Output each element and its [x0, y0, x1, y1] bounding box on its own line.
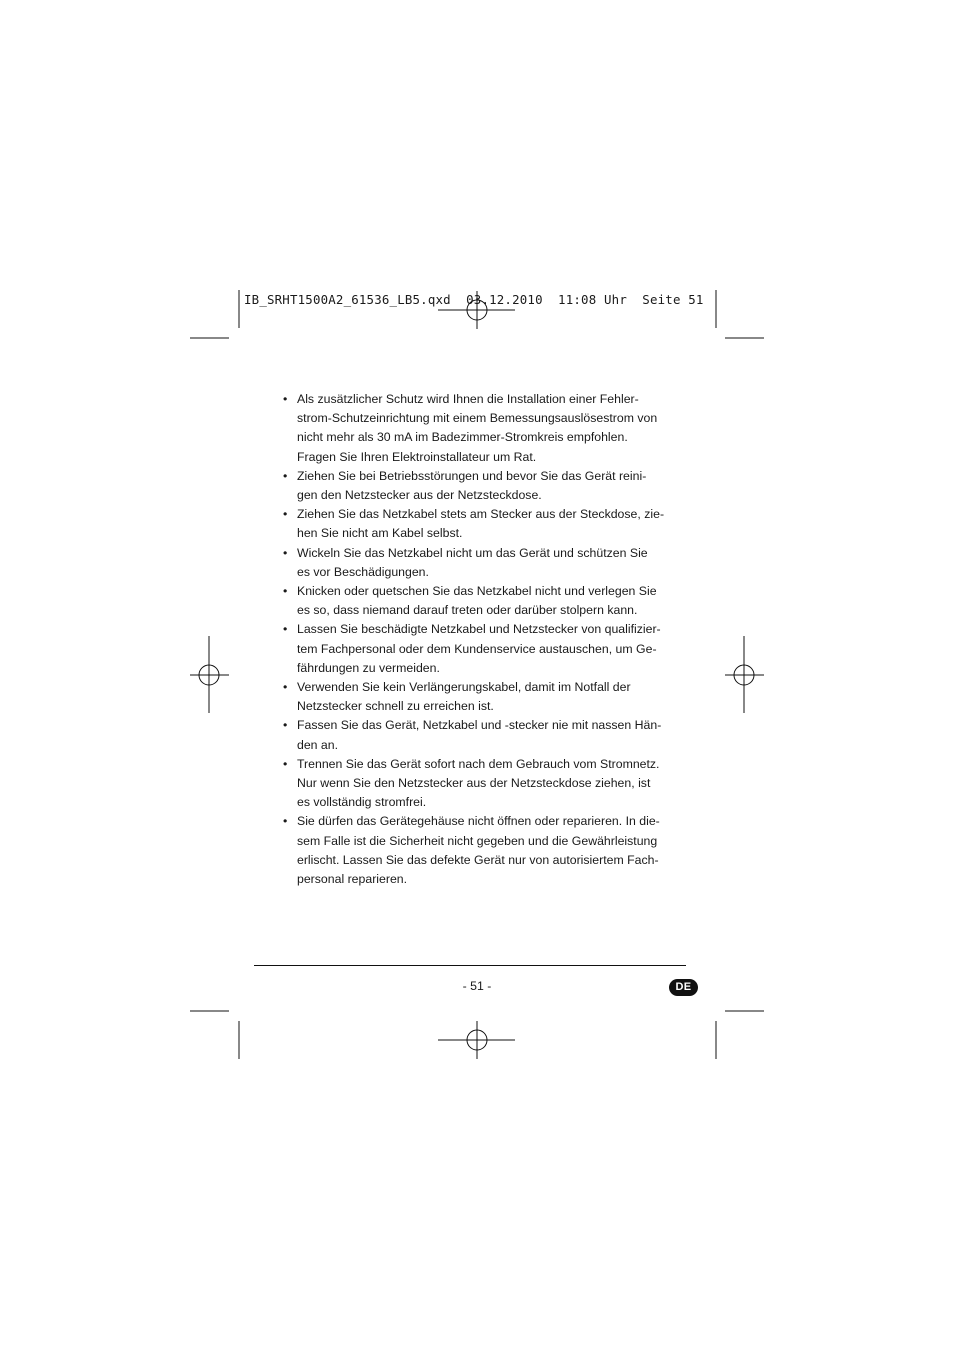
list-item-text-line: Ziehen Sie bei Betriebsstörungen und bevor Sie das Gerät reini-: [297, 468, 647, 483]
list-item-text-line: den an.: [297, 737, 339, 752]
list-item-text-line: Verwenden Sie kein Verlängerungskabel, damit im Notfall der: [297, 680, 631, 695]
safety-instructions: [283, 390, 675, 889]
list-item-text-line: es vollständig stromfrei.: [297, 795, 427, 810]
list-item-text-line: Als zusätzlicher Schutz wird Ihnen die Installation einer Fehler-: [297, 392, 639, 406]
list-item: [283, 716, 675, 754]
list-item-text-line: strom-Schutzeinrichtung mit einem Bemessungsauslösestrom von: [297, 411, 658, 426]
bullet-marker: •: [283, 584, 288, 599]
list-item: [283, 678, 675, 716]
registration-mark-top: [438, 291, 515, 329]
bullet-marker: •: [283, 718, 288, 733]
crop-mark-bottom-right: [716, 1011, 764, 1059]
bullet-marker: •: [283, 468, 288, 483]
list-item: [283, 582, 675, 620]
list-item-text-line: erlischt. Lassen Sie das defekte Gerät nur von autorisiertem Fach-: [297, 852, 659, 867]
registration-mark-bottom: [438, 1021, 515, 1059]
registration-mark-right: [725, 636, 764, 713]
list-item-text-line: personal reparieren.: [297, 872, 408, 887]
language-badge: DE: [669, 979, 698, 996]
list-item-text-line: Trennen Sie das Gerät sofort nach dem Gebrauch vom Stromnetz.: [297, 756, 660, 771]
list-item-text-line: Nur wenn Sie den Netzstecker aus der Netzsteckdose ziehen, ist: [297, 776, 651, 791]
registration-mark-left: [190, 636, 229, 713]
crop-mark-top-right: [716, 290, 764, 338]
list-item-text-line: tem Fachpersonal oder dem Kundenservice austauschen, um Ge-: [297, 641, 657, 656]
footer-rule: [254, 965, 686, 966]
list-item: [283, 505, 675, 543]
list-item-text-line: Wickeln Sie das Netzkabel nicht um das Gerät und schützen Sie: [297, 545, 648, 560]
bullet-marker: •: [283, 680, 288, 695]
bullet-marker: •: [283, 392, 288, 406]
list-item-text-line: es so, dass niemand darauf treten oder darüber stolpern kann.: [297, 603, 638, 618]
print-slug: IB_SRHT1500A2_61536_LB5.qxd 03.12.2010 11:08 Uhr Seite 51: [244, 292, 704, 307]
bullet-marker: •: [283, 545, 288, 560]
crop-mark-top-left: [190, 290, 239, 338]
crop-mark-bottom-left: [190, 1011, 239, 1059]
list-item-text-line: Lassen Sie beschädigte Netzkabel und Netzstecker von qualifizier-: [297, 622, 661, 637]
list-item: [283, 620, 675, 678]
list-item-text-line: gen den Netzstecker aus der Netzsteckdose.: [297, 488, 542, 503]
list-item-text-line: Fassen Sie das Gerät, Netzkabel und -stecker nie mit nassen Hän-: [297, 718, 662, 733]
bullet-marker: •: [283, 756, 288, 771]
list-item-text-line: es vor Beschädigungen.: [297, 564, 429, 579]
list-item-text-line: Netzstecker schnell zu erreichen ist.: [297, 699, 494, 714]
list-item-text-line: Knicken oder quetschen Sie das Netzkabel nicht und verlegen Sie: [297, 584, 657, 599]
list-item-text-line: nicht mehr als 30 mA im Badezimmer-Stromkreis empfohlen.: [297, 430, 628, 445]
bullet-marker: •: [283, 814, 288, 829]
list-item-text-line: Fragen Sie Ihren Elektroinstallateur um Rat.: [297, 449, 537, 464]
list-item-text-line: Ziehen Sie das Netzkabel stets am Stecker aus der Steckdose, zie-: [297, 507, 665, 522]
list-item: [283, 812, 675, 889]
bullet-marker: •: [283, 622, 288, 637]
page-number: - 51 -: [462, 979, 492, 993]
list-item-text-line: fährdungen zu vermeiden.: [297, 660, 440, 675]
list-item-text-line: hen Sie nicht am Kabel selbst.: [297, 526, 463, 541]
list-item: [283, 544, 675, 582]
safety-bullet-list: [283, 390, 675, 889]
list-item: [283, 467, 675, 505]
list-item: [283, 755, 675, 813]
list-item-text-line: sem Falle ist die Sicherheit nicht gegeben und die Gewährleistung: [297, 833, 658, 848]
list-item-text-line: Sie dürfen das Gerätegehäuse nicht öffnen oder reparieren. In die-: [297, 814, 660, 829]
list-item: [283, 390, 675, 467]
bullet-marker: •: [283, 507, 288, 522]
